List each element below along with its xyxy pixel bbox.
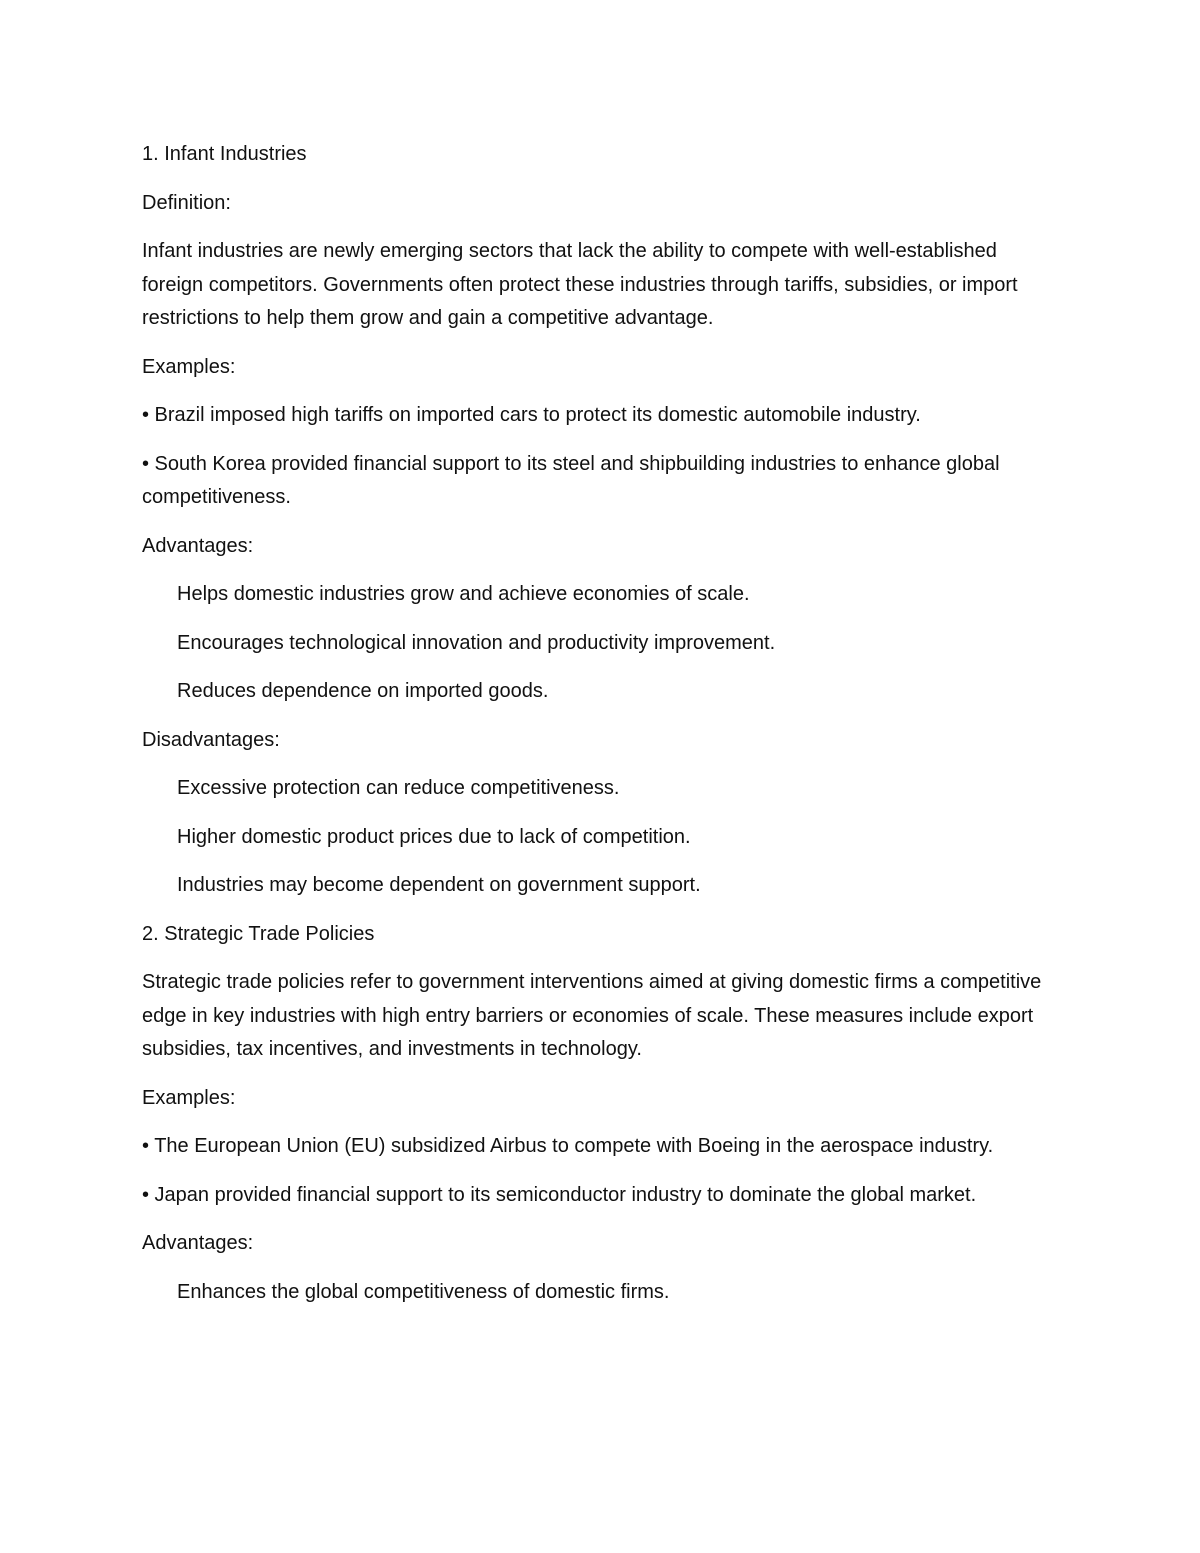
examples-label: Examples:: [142, 1086, 236, 1109]
intro-paragraph: Strategic trade policies refer to government interventions aimed at giving domestic firms a competitive edge in key industries with high entry barriers or economies of scale. These measures include export subsidies, tax incentives, and investments in technology.: [142, 971, 1042, 1060]
example-item: • The European Union (EU) subsidized Airbus to compete with Boeing in the aerospace industry.: [142, 1135, 994, 1157]
advantage-item: Helps domestic industries grow and achieve economies of scale.: [177, 583, 750, 605]
advantage-item: Enhances the global competitiveness of domestic firms.: [177, 1280, 670, 1303]
disadvantages-label: Disadvantages:: [142, 728, 280, 751]
example-item: • Brazil imposed high tariffs on imported cars to protect its domestic automobile industry.: [142, 404, 921, 426]
advantage-item: Reduces dependence on imported goods.: [177, 680, 549, 702]
examples-label: Examples:: [142, 355, 236, 378]
section-2-heading: 2. Strategic Trade Policies: [142, 922, 375, 945]
document-page: [142, 138, 1042, 1324]
disadvantage-item: Industries may become dependent on government support.: [177, 874, 701, 896]
example-item: • Japan provided financial support to its semiconductor industry to dominate the global market.: [142, 1183, 977, 1206]
disadvantage-item: Higher domestic product prices due to lack of competition.: [177, 825, 691, 848]
advantages-label: Advantages:: [142, 1232, 254, 1254]
disadvantage-item: Excessive protection can reduce competitiveness.: [177, 777, 620, 799]
definition-label: Definition:: [142, 191, 231, 214]
advantages-label: Advantages:: [142, 534, 254, 557]
section-1-heading: 1. Infant Industries: [142, 143, 307, 165]
definition-paragraph: Infant industries are newly emerging sectors that lack the ability to compete with well-established foreign competitors. Governments often protect these industries through tariffs, subsidies, or import restrictions to help them grow and gain a competitive advantage.: [142, 240, 1018, 329]
advantage-item: Encourages technological innovation and productivity improvement.: [177, 631, 776, 654]
example-item: • South Korea provided financial support to its steel and shipbuilding industries to enhance global competitiveness.: [142, 452, 1000, 508]
